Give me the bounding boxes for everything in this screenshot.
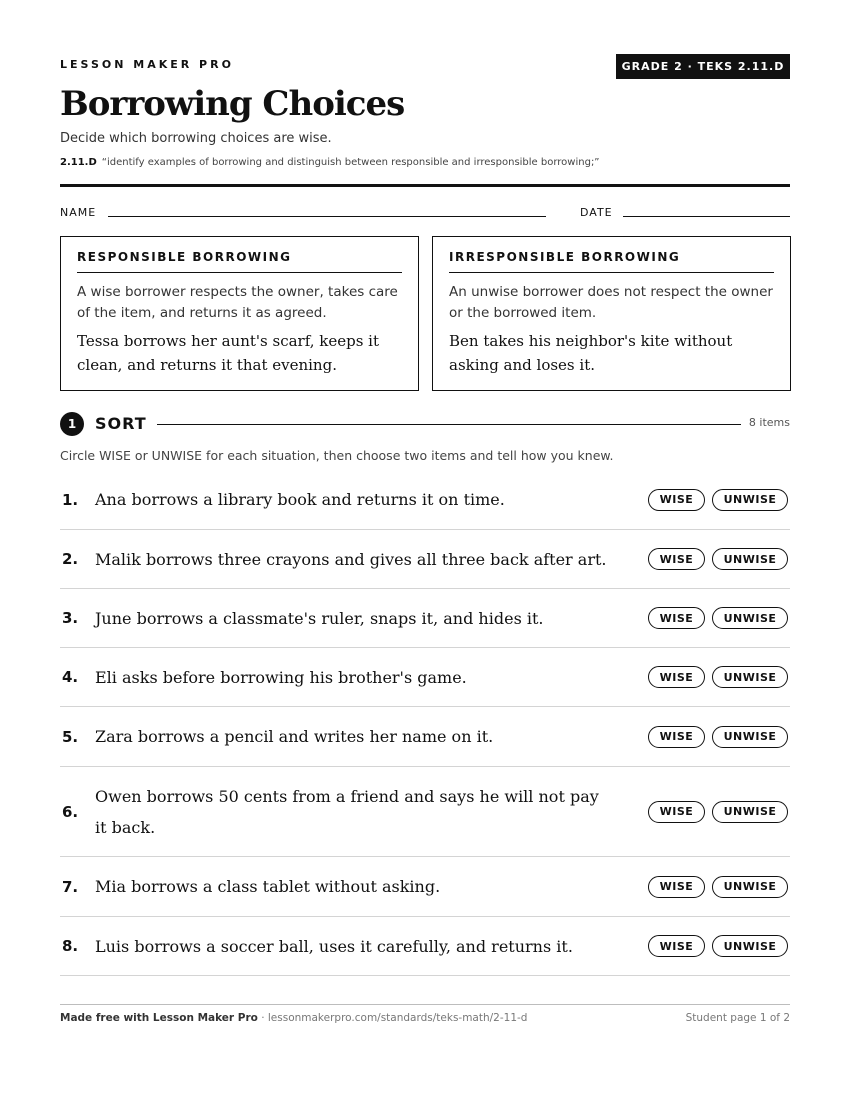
name-field[interactable]	[108, 216, 546, 217]
wise-choice[interactable]: WISE	[648, 801, 705, 823]
item-number: 5.	[62, 727, 79, 746]
unwise-choice[interactable]: UNWISE	[712, 489, 788, 511]
item-count: 8 items	[748, 416, 790, 429]
item-number: 4.	[62, 668, 79, 686]
date-label: DATE	[580, 206, 613, 219]
item-text: Mia borrows a class tablet without asking.	[95, 877, 441, 896]
grade-badge: GRADE 2 · TEKS 2.11.D	[616, 54, 790, 79]
wise-choice[interactable]: WISE	[648, 607, 705, 629]
item-number: 1.	[62, 490, 79, 509]
items-list	[60, 470, 790, 976]
item-number: 6.	[62, 802, 79, 821]
unwise-choice[interactable]: UNWISE	[712, 548, 788, 570]
list-item	[60, 530, 790, 589]
wise-choice[interactable]: WISE	[648, 935, 705, 957]
item-text: Malik borrows three crayons and gives all three back after art.	[95, 549, 607, 569]
wise-choice[interactable]: WISE	[648, 726, 705, 748]
item-text: Ana borrows a library book and returns it on time.	[95, 490, 505, 509]
item-text: June borrows a classmate's ruler, snaps it, and hides it.	[95, 608, 544, 628]
item-text: Owen borrows 50 cents from a friend and says he will not pay it back.	[95, 786, 599, 837]
card-example: Tessa borrows her aunt's scarf, keeps it clean, and returns it that evening.	[77, 332, 379, 374]
footer-url[interactable]: · lessonmakerpro.com/standards/teks-math/2-11-d	[257, 1012, 528, 1024]
responsible-borrowing-card	[60, 236, 419, 391]
section-number-badge: 1	[60, 412, 84, 436]
wise-choice[interactable]: WISE	[648, 548, 705, 570]
list-item	[60, 589, 790, 648]
list-item	[60, 857, 790, 917]
standard-code: 2.11.D	[60, 157, 97, 168]
choice-group	[648, 935, 788, 957]
card-title: IRRESPONSIBLE BORROWING	[449, 250, 774, 273]
choice-group	[648, 801, 788, 823]
list-item	[60, 767, 790, 857]
unwise-choice[interactable]: UNWISE	[712, 801, 788, 823]
wise-choice[interactable]: WISE	[648, 666, 705, 688]
choice-group	[648, 726, 788, 748]
choice-group	[648, 666, 788, 688]
item-number: 7.	[62, 877, 79, 896]
item-text: Luis borrows a soccer ball, uses it carefully, and returns it.	[95, 936, 573, 956]
list-item	[60, 917, 790, 976]
unwise-choice[interactable]: UNWISE	[712, 726, 788, 748]
worksheet-page	[60, 0, 790, 1100]
page-subtitle: Decide which borrowing choices are wise.	[60, 131, 332, 146]
section-instructions: Circle WISE or UNWISE for each situation, then choose two items and tell how you knew.	[60, 448, 614, 463]
irresponsible-borrowing-card	[432, 236, 791, 391]
date-field[interactable]	[623, 216, 790, 217]
unwise-choice[interactable]: UNWISE	[712, 935, 788, 957]
wise-choice[interactable]: WISE	[648, 489, 705, 511]
choice-group	[648, 607, 788, 629]
unwise-choice[interactable]: UNWISE	[712, 666, 788, 688]
item-text: Zara borrows a pencil and writes her name on it.	[95, 727, 494, 746]
section-divider	[157, 424, 741, 425]
standard-line	[60, 157, 600, 168]
list-item	[60, 470, 790, 530]
item-number: 3.	[62, 609, 79, 627]
item-number: 8.	[62, 937, 79, 955]
footer-credit	[60, 1012, 527, 1024]
unwise-choice[interactable]: UNWISE	[712, 876, 788, 898]
page-title: Borrowing Choices	[60, 84, 405, 124]
item-text: Eli asks before borrowing his brother's game.	[95, 667, 467, 687]
item-number: 2.	[62, 550, 79, 568]
brand-name: LESSON MAKER PRO	[60, 58, 234, 71]
card-example: Ben takes his neighbor's kite without asking and loses it.	[449, 332, 733, 374]
footer-made-with: Made free with Lesson Maker Pro	[60, 1012, 258, 1024]
choice-group	[648, 489, 788, 511]
choice-group	[648, 876, 788, 898]
header-divider	[60, 184, 790, 187]
card-description: An unwise borrower does not respect the owner or the borrowed item.	[449, 284, 773, 321]
standard-text: “identify examples of borrowing and distinguish between responsible and irresponsible borrowing;”	[101, 157, 600, 168]
name-label: NAME	[60, 206, 97, 219]
card-title: RESPONSIBLE BORROWING	[77, 250, 402, 273]
footer-divider	[60, 1004, 790, 1005]
list-item	[60, 648, 790, 707]
section-title: SORT	[95, 414, 147, 433]
footer-page-number: Student page 1 of 2	[685, 1012, 790, 1024]
unwise-choice[interactable]: UNWISE	[712, 607, 788, 629]
card-description: A wise borrower respects the owner, takes care of the item, and returns it as agreed.	[77, 284, 398, 321]
wise-choice[interactable]: WISE	[648, 876, 705, 898]
choice-group	[648, 548, 788, 570]
list-item	[60, 707, 790, 767]
